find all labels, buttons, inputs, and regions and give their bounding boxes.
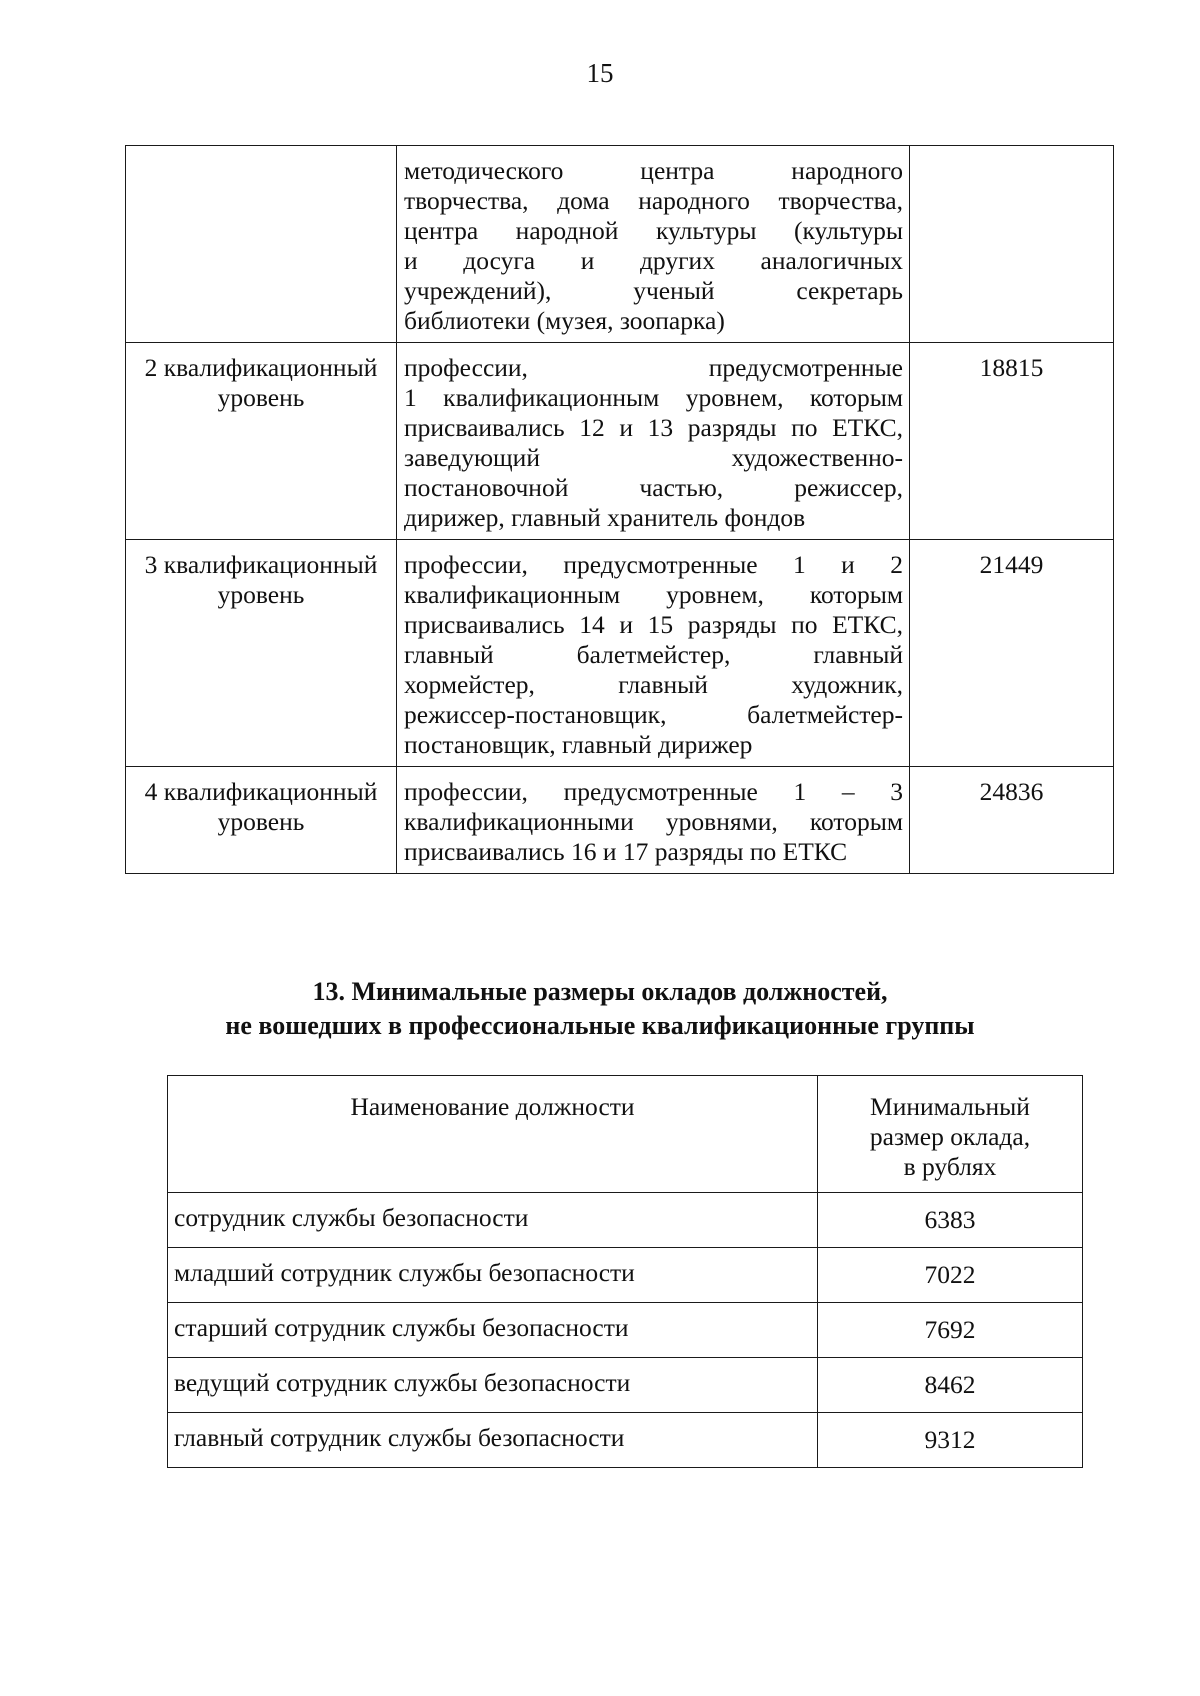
table-row (168, 1193, 1083, 1248)
section-heading-line: 13. Минимальные размеры окладов должностей, (312, 977, 888, 1006)
level-label: 3 квалификационный (144, 550, 378, 579)
description-line: постановочной частью, режиссер, (404, 473, 903, 502)
description-line: дирижер, главный хранитель фондов (404, 503, 806, 532)
level-label-suffix: уровень (217, 383, 305, 412)
description-line: профессии, предусмотренные 1 и 2 (404, 550, 903, 579)
description-line: хормейстер, главный художник, (404, 670, 903, 699)
description-line: присваивались 14 и 15 разряды по ЕТКС, (404, 610, 903, 639)
description-cell (397, 343, 910, 540)
table-header-row (168, 1076, 1083, 1193)
section-heading (0, 975, 1200, 1043)
position-name-cell: главный сотрудник службы безопасности (168, 1413, 818, 1468)
description-line: главный балетмейстер, главный (404, 640, 903, 669)
description-line: профессии, предусмотренные (404, 353, 903, 382)
section-heading-line: не вошедших в профессиональные квалификационные группы (225, 1011, 975, 1040)
table-row (126, 767, 1114, 874)
level-cell (126, 343, 397, 540)
salary-value-cell: 7692 (818, 1303, 1083, 1358)
level-label: 4 квалификационный (144, 777, 378, 806)
description-line: профессии, предусмотренные 1 – 3 (404, 777, 903, 806)
level-cell (126, 146, 397, 343)
header-salary-line: Минимальный (870, 1092, 1030, 1121)
description-line: присваивались 12 и 13 разряды по ЕТКС, (404, 413, 903, 442)
salary-value-cell: 9312 (818, 1413, 1083, 1468)
header-position-name: Наименование должности (168, 1076, 818, 1193)
position-name-cell: старший сотрудник службы безопасности (168, 1303, 818, 1358)
salary-value-cell: 7022 (818, 1248, 1083, 1303)
salary-cell: 21449 (910, 540, 1114, 767)
table-row (168, 1413, 1083, 1468)
description-cell (397, 146, 910, 343)
qualification-levels-table (125, 145, 1114, 874)
page-number: 15 (586, 58, 614, 88)
table-row (168, 1358, 1083, 1413)
description-line: квалификационными уровнями, которым (404, 807, 903, 836)
description-line: квалификационным уровнем, которым (404, 580, 903, 609)
position-name-cell: ведущий сотрудник службы безопасности (168, 1358, 818, 1413)
description-line: творчества, дома народного творчества, (404, 186, 903, 215)
qualification-levels-table-body (126, 146, 1114, 874)
level-label-suffix: уровень (217, 580, 305, 609)
description-line: учреждений), ученый секретарь (404, 276, 903, 305)
position-name-cell: сотрудник службы безопасности (168, 1193, 818, 1248)
description-line: постановщик, главный дирижер (404, 730, 753, 759)
level-cell (126, 767, 397, 874)
salary-value-cell: 6383 (818, 1193, 1083, 1248)
header-minimum-salary (818, 1076, 1083, 1193)
salary-value-cell: 8462 (818, 1358, 1083, 1413)
description-line: и досуга и других аналогичных (404, 246, 903, 275)
salary-cell: 24836 (910, 767, 1114, 874)
table-row (168, 1248, 1083, 1303)
description-line: заведующий художественно- (404, 443, 903, 472)
level-label-suffix: уровень (217, 807, 305, 836)
salary-cell (910, 146, 1114, 343)
description-line: библиотеки (музея, зоопарка) (404, 306, 725, 335)
header-salary-line: размер оклада, (869, 1122, 1031, 1151)
description-line: режиссер-постановщик, балетмейстер- (404, 700, 903, 729)
salary-cell: 18815 (910, 343, 1114, 540)
position-name-cell: младший сотрудник службы безопасности (168, 1248, 818, 1303)
description-cell (397, 540, 910, 767)
level-label: 2 квалификационный (144, 353, 378, 382)
table-row (126, 540, 1114, 767)
description-line: 1 квалификационным уровнем, которым (404, 383, 903, 412)
table-row (126, 146, 1114, 343)
header-salary-line: в рублях (903, 1152, 997, 1181)
description-line: методического центра народного (404, 156, 903, 185)
description-line: центра народной культуры (культуры (404, 216, 903, 245)
description-line: присваивались 16 и 17 разряды по ЕТКС (404, 837, 848, 866)
table-row (168, 1303, 1083, 1358)
level-cell (126, 540, 397, 767)
minimum-salary-table (167, 1075, 1083, 1468)
table-row (126, 343, 1114, 540)
description-cell (397, 767, 910, 874)
